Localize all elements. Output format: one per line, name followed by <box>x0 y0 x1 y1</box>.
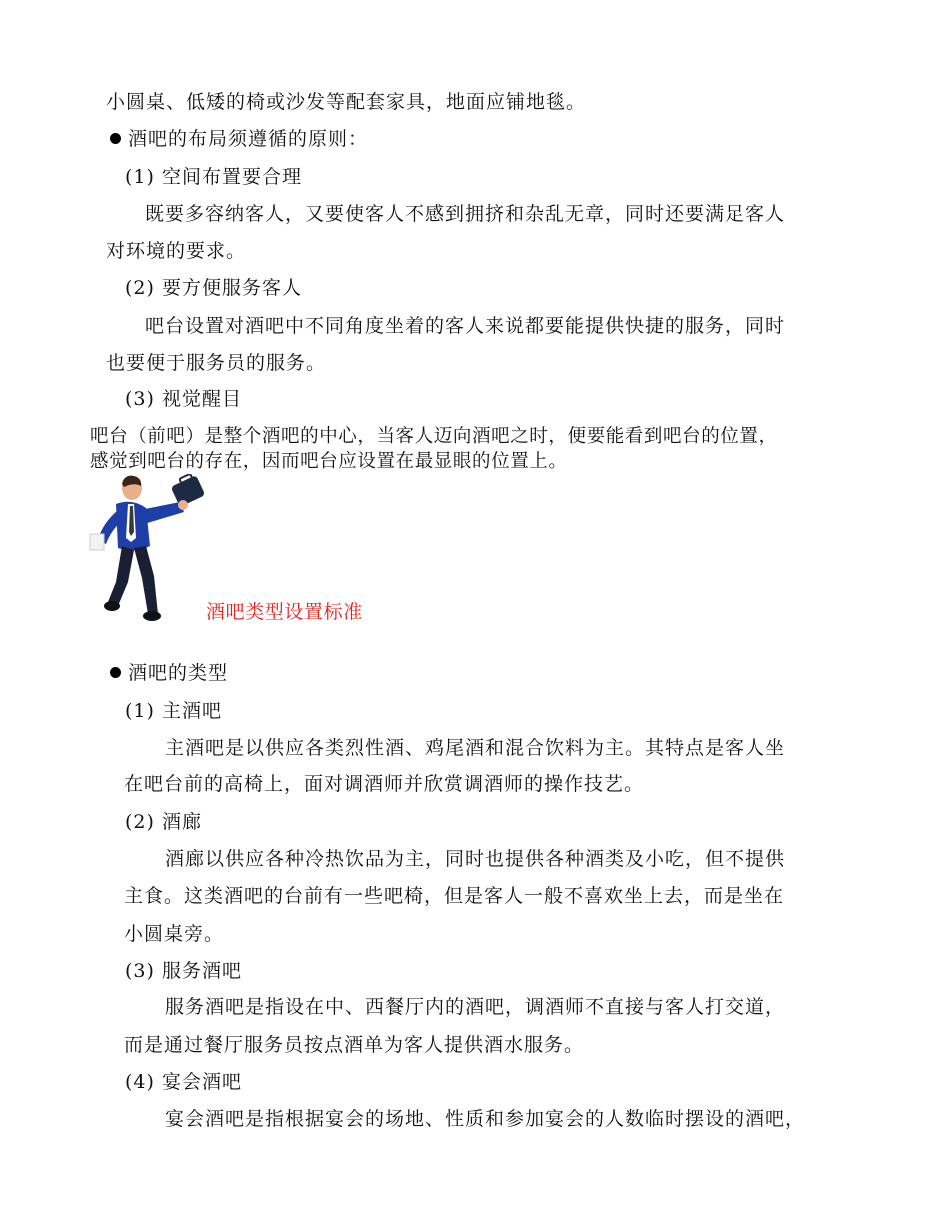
layout-item2-title: (2) 要方便服务客人 <box>125 277 302 299</box>
layout-item3-text: 吧台（前吧）是整个酒吧的中心，当客人迈向酒吧之时，便要能看到吧台的位置， <box>90 426 778 447</box>
layout-heading <box>110 127 368 151</box>
layout-item2-text: 也要便于服务员的服务。 <box>106 352 327 374</box>
type1-text: 主酒吧是以供应各类烈性酒、鸡尾酒和混合饮料为主。其特点是客人坐 <box>165 737 786 759</box>
layout-item2-text: 吧台设置对酒吧中不同角度坐着的客人来说都要能提供快捷的服务，同时 <box>145 315 786 337</box>
intro-line: 小圆桌、低矮的椅或沙发等配套家具，地面应铺地毯。 <box>106 91 587 113</box>
running-businessman-figure <box>88 474 216 622</box>
type4-title: (4) 宴会酒吧 <box>125 1071 242 1093</box>
layout-item3-text: 感觉到吧台的存在，因而吧台应设置在最显眼的位置上。 <box>90 451 568 472</box>
types-heading-text: 酒吧的类型 <box>128 662 229 684</box>
layout-item3-title: (3) 视觉醒目 <box>125 388 242 410</box>
type4-text: 宴会酒吧是指根据宴会的场地、性质和参加宴会的人数临时摆设的酒吧， <box>165 1108 806 1130</box>
layout-heading-text: 酒吧的布局须遵循的原则： <box>128 128 369 150</box>
section-title: 酒吧类型设置标准 <box>206 601 363 623</box>
type1-title: (1) 主酒吧 <box>125 700 222 722</box>
running-businessman-icon <box>88 474 216 622</box>
type3-text: 服务酒吧是指设在中、西餐厅内的酒吧，调酒师不直接与客人打交道， <box>165 996 786 1018</box>
type3-text: 而是通过餐厅服务员按点酒单为客人提供酒水服务。 <box>124 1034 585 1056</box>
type1-text: 在吧台前的高椅上，面对调酒师并欣赏调酒师的操作技艺。 <box>124 773 645 795</box>
layout-item1-text: 既要多容纳客人，又要使客人不感到拥挤和杂乱无章，同时还要满足客人 <box>145 203 786 225</box>
layout-item1-text: 对环境的要求。 <box>106 240 247 262</box>
type2-text: 小圆桌旁。 <box>124 923 225 945</box>
bullet-icon <box>110 133 121 144</box>
type2-text: 酒廊以供应各种冷热饮品为主，同时也提供各种酒类及小吃，但不提供 <box>165 848 786 870</box>
layout-item1-title: (1) 空间布置要合理 <box>125 166 302 188</box>
type2-title: (2) 酒廊 <box>125 811 202 833</box>
types-heading <box>110 661 228 685</box>
type2-text: 主食。这类酒吧的台前有一些吧椅，但是客人一般不喜欢坐上去，而是坐在 <box>124 885 785 907</box>
type3-title: (3) 服务酒吧 <box>125 960 242 982</box>
bullet-icon <box>110 667 121 678</box>
